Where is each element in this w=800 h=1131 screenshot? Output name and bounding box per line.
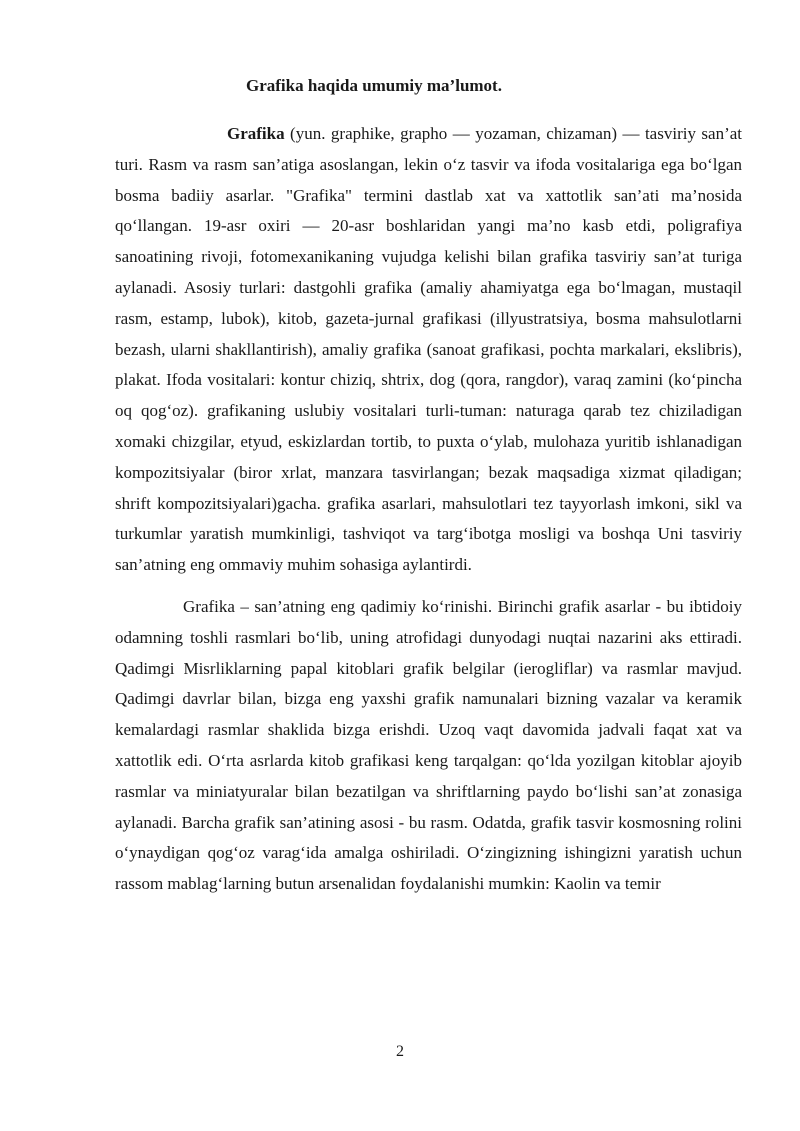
paragraph-1-text: (yun. graphike, grapho — yozaman, chizaman) — tasviriy san’at turi. Rasm va rasm san’atiga asoslangan, lekin o‘z tasvir va ifoda vositalariga ega bo‘lgan bosma badiiy asarlar. "Grafika" termini dastlab xat va xattotlik san’ati ma’nosida qo‘llangan. 19-asr oxiri — 20-asr boshlaridan yangi ma’no kasb etdi, poligrafiya sanoatining rivoji, fotomexanikaning vujudga kelishi bilan grafika tasviriy san’at turiga aylanadi. Asosiy turlari: dastgohli grafika (amaliy ahamiyatga ega bo‘lmagan, mustaqil rasm, estamp, lubok), kitob, gazeta-jurnal grafikasi (illyustratsiya, bosma mahsulotlarni bezash, ularni shakllantirish), amaliy grafika (sanoat grafikasi, pochta markalari, ekslibris), plakat. Ifoda vositalari: kontur chiziq, shtrix, dog (qora, rangdor), varaq zamini (ko‘pincha oq qog‘oz). grafikaning uslubiy vositalari turli-tuman: naturaga qarab tez chiziladigan xomaki chizgilar, etyud, eskizlardan tortib, to puxta o‘ylab, mulohaza yuritib ishlanadigan kompozitsiyalar (biror xrlat, manzara tasvirlangan; bezak maqsadiga xizmat qiladigan; shrift kompozitsiyalari)gacha. grafika asarlari, mahsulotlari tez tayyorlash imkoni, sikl va turkumlar yaratish mumkinligi, tashviqot va targ‘ibotga mosligi va boshqa Uni tasviriy san’atning eng ommaviy muhim sohasiga aylantirdi. — [115, 124, 742, 575]
term-grafika: Grafika — [227, 124, 285, 143]
document-title: Grafika haqida umumiy ma’lumot. — [246, 76, 502, 95]
paragraph-2: Grafika – san’atning eng qadimiy ko‘rinishi. Birinchi grafik asarlar - bu ibtidoiy odamning toshli rasmlari bo‘lib, uning atrofidagi dunyodagi nuqtai nazarini aks ettiradi. Qadimgi Misrliklarning papal kitoblari grafik belgilar (ierogliflar) va rasmlar mavjud. Qadimgi davrlar bilan, bizga eng yaxshi grafik namunalari bizning vazalar va keramik kemalardagi rasmlar shaklida bizga erishdi. Uzoq vaqt davomida jadvali faqat xat va xattotlik edi. O‘rta asrlarda kitob grafikasi keng tarqalgan: qo‘lda yozilgan kitoblar ajoyib rasmlar va miniatyuralar bilan bezatilgan va shriftlarning paydo bo‘lishi san’at zonasiga aylanadi. Barcha grafik san’atining asosi - bu rasm. Odatda, grafik tasvir kosmosning rolini o‘ynaydigan qog‘oz varag‘ida amalga oshiriladi. O‘zingizning ishingizni yaratish uchun rassom mablag‘larning butun arsenalidan foydalanishi mumkin: Kaolin va temir — [115, 596, 742, 894]
page-number: 2 — [396, 1043, 404, 1060]
document-body — [115, 119, 742, 900]
paragraph-1 — [115, 119, 742, 581]
